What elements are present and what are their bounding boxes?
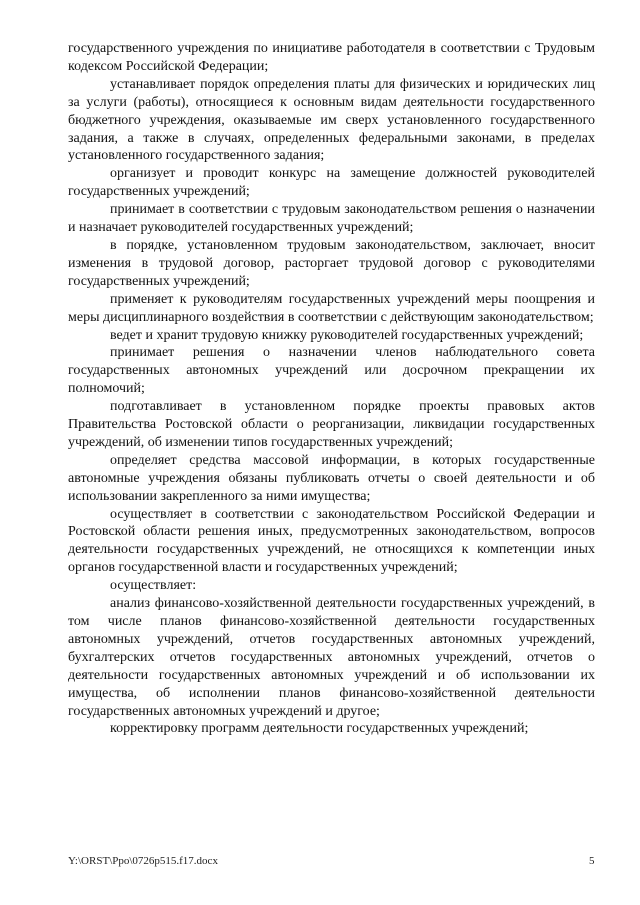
paragraph-carries-out: осуществляет: bbox=[110, 578, 197, 594]
footer-file-path: Y:\ORST\Ppo\0726p515.f17.docx bbox=[68, 855, 218, 867]
paragraph-supervisory-board: принимает решения о назначении членов наблюдательного совета государственных автономных учреждений или досрочном прекращении их полномочий; bbox=[68, 345, 595, 397]
paragraph-fee-procedure: устанавливает порядок определения платы для физических и юридических лиц за услуги (работы), относящиеся к основным видам деятельности государственного бюджетного учреждения, оказываемые им сверх установленного государственного задания, а также в случаях, определенных федеральными законами, в пределах установленного государственного задания; bbox=[68, 76, 595, 164]
paragraph-analysis: анализ финансово-хозяйственной деятельности государственных учреждений, в том числе планов финансово-хозяйственной деятельности государственных автономных учреждений, отчетов государственных автономных учреждений, бухгалтерских отчетов государственных автономных учреждений, отчетов о деятельности государственных автономных учреждений и об использовании их имущества, об исполнении планов финансово-хозяйственной деятельности государственных автономных учреждений и другое; bbox=[68, 596, 595, 719]
paragraph-continuation: государственного учреждения по инициативе работодателя в соответствии с Трудовым кодексом Российской Федерации; bbox=[68, 41, 595, 74]
paragraph-mass-media: определяет средства массовой информации, в которых государственные автономные учреждения обязаны публиковать отчеты о своей деятельности и об использовании закрепленного за ними имущества; bbox=[68, 452, 595, 504]
paragraph-reorganization: подготавливает в установленном порядке проекты правовых актов Правительства Ростовской области о реорганизации, ликвидации государственных учреждений, об изменении типов государственных учреждений; bbox=[68, 399, 595, 450]
paragraph-incentives: применяет к руководителям государственных учреждений меры поощрения и меры дисциплинарного воздействия в соответствии с действующим законодательством; bbox=[68, 291, 595, 325]
document-body bbox=[68, 40, 595, 738]
paragraph-work-book: ведет и хранит трудовую книжку руководителей государственных учреждений; bbox=[110, 327, 584, 343]
paragraph-other-matters: осуществляет в соответствии с законодательством Российской Федерации и Ростовской области решения иных, предусмотренных законодательством, вопросов деятельности государственных учреждений, не относящихся к компетенции иных органов государственной власти и государственных учреждений; bbox=[68, 506, 595, 576]
paragraph-labor-contract: в порядке, установленном трудовым законодательством, заключает, вносит изменения в трудовой договор, расторгает трудовой договор с руководителями государственных учреждений; bbox=[68, 237, 595, 289]
paragraph-competition: организует и проводит конкурс на замещение должностей руководителей государственных учреждений; bbox=[68, 166, 595, 200]
paragraph-appointment: принимает в соответствии с трудовым законодательством решения о назначении и назначает руководителей государственных учреждений; bbox=[68, 202, 595, 236]
page-number: 5 bbox=[589, 855, 595, 867]
paragraph-program-adjustment: корректировку программ деятельности государственных учреждений; bbox=[110, 721, 529, 737]
